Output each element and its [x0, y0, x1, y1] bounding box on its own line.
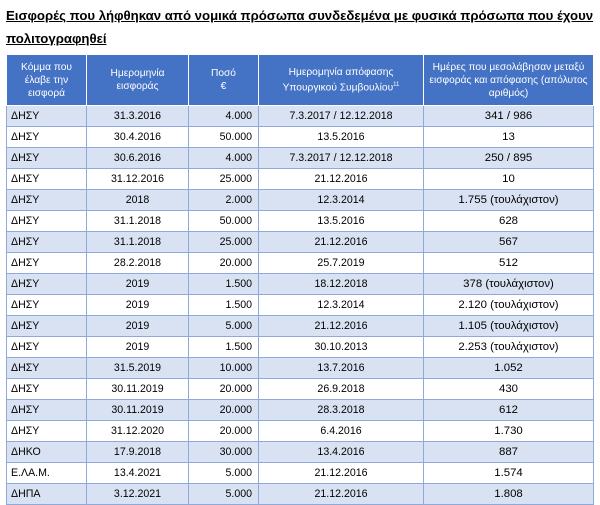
cell-days: 1.105 (τουλάχιστον)	[424, 316, 594, 337]
cell-party: ΔΗΣΥ	[7, 169, 87, 190]
cell-amount: 1.500	[189, 295, 259, 316]
cell-date: 17.9.2018	[87, 442, 189, 463]
cell-party: ΔΗΠΑ	[7, 484, 87, 505]
header-amount-unit: €	[220, 81, 227, 92]
cell-amount: 25.000	[189, 169, 259, 190]
page-title: Εισφορές που λήφθηκαν από νομικά πρόσωπα συνδεδεμένα με φυσικά πρόσωπα που έχουν πολιτογραφηθεί	[6, 8, 594, 46]
cell-amount: 50.000	[189, 211, 259, 232]
cell-amount: 25.000	[189, 232, 259, 253]
cell-party: ΔΗΣΥ	[7, 274, 87, 295]
footnote-marker: 11	[393, 81, 400, 88]
cell-party: ΔΗΣΥ	[7, 400, 87, 421]
cell-date: 2019	[87, 316, 189, 337]
cell-date: 30.4.2016	[87, 127, 189, 148]
cell-days: 1.730	[424, 421, 594, 442]
cell-days: 1.755 (τουλάχιστον)	[424, 190, 594, 211]
cell-decision-date: 21.12.2016	[259, 484, 424, 505]
cell-amount: 1.500	[189, 274, 259, 295]
table-row	[7, 211, 594, 232]
cell-amount: 5.000	[189, 484, 259, 505]
cell-days: 378 (τουλάχιστον)	[424, 274, 594, 295]
cell-party: ΔΗΣΥ	[7, 379, 87, 400]
cell-date: 3.12.2021	[87, 484, 189, 505]
table-row	[7, 400, 594, 421]
cell-decision-date: 25.7.2019	[259, 253, 424, 274]
cell-decision-date: 30.10.2013	[259, 337, 424, 358]
cell-days: 887	[424, 442, 594, 463]
cell-date: 13.4.2021	[87, 463, 189, 484]
cell-decision-date: 21.12.2016	[259, 232, 424, 253]
table-row	[7, 358, 594, 379]
cell-party: Ε.ΛΑ.Μ.	[7, 463, 87, 484]
cell-party: ΔΗΣΥ	[7, 211, 87, 232]
cell-amount: 50.000	[189, 127, 259, 148]
cell-decision-date: 6.4.2016	[259, 421, 424, 442]
cell-days: 10	[424, 169, 594, 190]
table-row	[7, 127, 594, 148]
header-decision-date	[259, 55, 424, 106]
cell-days: 341 / 986	[424, 106, 594, 127]
cell-amount: 10.000	[189, 358, 259, 379]
cell-decision-date: 13.5.2016	[259, 211, 424, 232]
cell-days: 1.052	[424, 358, 594, 379]
cell-decision-date: 18.12.2018	[259, 274, 424, 295]
cell-decision-date: 26.9.2018	[259, 379, 424, 400]
cell-amount: 5.000	[189, 316, 259, 337]
cell-date: 31.1.2018	[87, 211, 189, 232]
header-decision-label: Ημερομηνία απόφασης Υπουργικού Συμβουλίου	[282, 66, 394, 94]
cell-amount: 20.000	[189, 421, 259, 442]
table-row	[7, 442, 594, 463]
table-row	[7, 316, 594, 337]
cell-amount: 4.000	[189, 148, 259, 169]
cell-days: 430	[424, 379, 594, 400]
cell-decision-date: 7.3.2017 / 12.12.2018	[259, 148, 424, 169]
table-row	[7, 295, 594, 316]
table-row	[7, 484, 594, 505]
header-party: Κόμμα που έλαβε την εισφορά	[7, 55, 87, 106]
table-row	[7, 274, 594, 295]
cell-amount: 20.000	[189, 400, 259, 421]
table-row	[7, 463, 594, 484]
cell-amount: 5.000	[189, 463, 259, 484]
cell-decision-date: 28.3.2018	[259, 400, 424, 421]
cell-party: ΔΗΣΥ	[7, 127, 87, 148]
cell-party: ΔΗΚΟ	[7, 442, 87, 463]
cell-date: 31.1.2018	[87, 232, 189, 253]
table-row	[7, 169, 594, 190]
cell-decision-date: 7.3.2017 / 12.12.2018	[259, 106, 424, 127]
cell-party: ΔΗΣΥ	[7, 421, 87, 442]
cell-decision-date: 12.3.2014	[259, 190, 424, 211]
cell-party: ΔΗΣΥ	[7, 337, 87, 358]
cell-date: 2019	[87, 295, 189, 316]
cell-days: 612	[424, 400, 594, 421]
header-date: Ημερομηνία εισφοράς	[87, 55, 189, 106]
cell-date: 2019	[87, 274, 189, 295]
cell-date: 31.3.2016	[87, 106, 189, 127]
header-amount	[189, 55, 259, 106]
cell-date: 30.11.2019	[87, 379, 189, 400]
table-row	[7, 379, 594, 400]
header-amount-label: Ποσό	[211, 68, 236, 79]
cell-date: 31.12.2016	[87, 169, 189, 190]
table-row	[7, 148, 594, 169]
cell-amount: 2.000	[189, 190, 259, 211]
table-header-row	[7, 55, 594, 106]
cell-date: 2019	[87, 337, 189, 358]
cell-decision-date: 21.12.2016	[259, 169, 424, 190]
cell-date: 31.12.2020	[87, 421, 189, 442]
table-row	[7, 190, 594, 211]
cell-decision-date: 12.3.2014	[259, 295, 424, 316]
cell-party: ΔΗΣΥ	[7, 358, 87, 379]
cell-party: ΔΗΣΥ	[7, 253, 87, 274]
table-row	[7, 337, 594, 358]
contributions-table	[6, 54, 594, 505]
cell-amount: 1.500	[189, 337, 259, 358]
cell-decision-date: 21.12.2016	[259, 316, 424, 337]
cell-decision-date: 21.12.2016	[259, 463, 424, 484]
cell-date: 30.11.2019	[87, 400, 189, 421]
cell-decision-date: 13.4.2016	[259, 442, 424, 463]
cell-days: 2.253 (τουλάχιστον)	[424, 337, 594, 358]
cell-days: 13	[424, 127, 594, 148]
cell-party: ΔΗΣΥ	[7, 316, 87, 337]
table-row	[7, 253, 594, 274]
cell-amount: 20.000	[189, 379, 259, 400]
cell-party: ΔΗΣΥ	[7, 106, 87, 127]
table-row	[7, 232, 594, 253]
header-days: Ημέρες που μεσολάβησαν μεταξύ εισφοράς και απόφασης (απόλυτος αριθμός)	[424, 55, 594, 106]
table-row	[7, 421, 594, 442]
cell-days: 512	[424, 253, 594, 274]
cell-party: ΔΗΣΥ	[7, 232, 87, 253]
table-row	[7, 106, 594, 127]
cell-date: 2018	[87, 190, 189, 211]
cell-amount: 20.000	[189, 253, 259, 274]
cell-days: 250 / 895	[424, 148, 594, 169]
cell-decision-date: 13.5.2016	[259, 127, 424, 148]
cell-party: ΔΗΣΥ	[7, 295, 87, 316]
cell-date: 28.2.2018	[87, 253, 189, 274]
cell-amount: 4.000	[189, 106, 259, 127]
cell-decision-date: 13.7.2016	[259, 358, 424, 379]
cell-days: 1.574	[424, 463, 594, 484]
cell-days: 567	[424, 232, 594, 253]
cell-days: 628	[424, 211, 594, 232]
cell-amount: 30.000	[189, 442, 259, 463]
cell-party: ΔΗΣΥ	[7, 148, 87, 169]
cell-days: 2.120 (τουλάχιστον)	[424, 295, 594, 316]
cell-date: 31.5.2019	[87, 358, 189, 379]
cell-party: ΔΗΣΥ	[7, 190, 87, 211]
cell-date: 30.6.2016	[87, 148, 189, 169]
cell-days: 1.808	[424, 484, 594, 505]
